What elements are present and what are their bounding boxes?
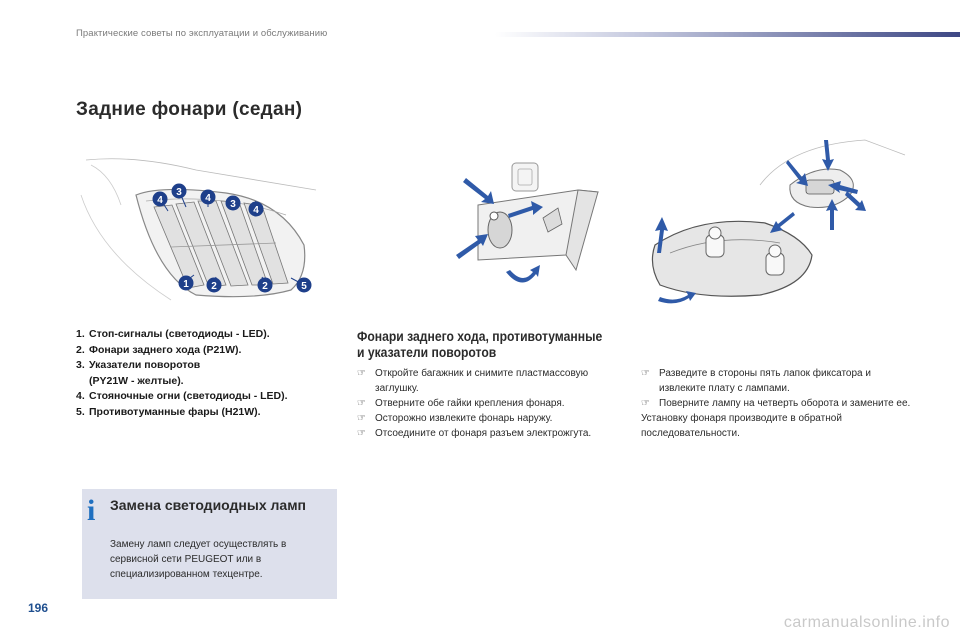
svg-text:4: 4 [253,205,259,216]
pointing-hand-icon: ☞ [357,368,366,379]
running-header: Практические советы по эксплуатации и обслуживанию [76,28,328,39]
svg-text:1: 1 [183,279,189,290]
info-icon: i [87,494,96,527]
callout-4 [249,202,264,217]
legend-item: (PY21W - желтые). [89,374,184,387]
callout-3 [226,196,241,211]
pointing-hand-icon: ☞ [357,428,366,439]
svg-text:2: 2 [211,281,217,292]
legend-list [76,327,351,420]
step-item: ☞ Отверните обе гайки крепления фонаря. [357,398,565,409]
tail-lamp-figure [76,135,338,310]
page-title: Задние фонари (седан) [76,99,303,120]
legend-item: 5. Противотуманные фары (H21W). [76,405,261,418]
pointing-hand-icon: ☞ [357,398,366,409]
callout-1 [179,276,194,291]
step-item: ☞ Разведите в стороны пять лапок фиксатора и извлеките плату с лампами. [641,368,871,394]
legend-item: 2. Фонари заднего хода (P21W). [76,343,242,356]
steps-left [357,366,617,441]
callout-2 [258,278,273,293]
svg-text:3: 3 [230,199,236,210]
step-item: ☞ Откройте багажник и снимите пластмассовую заглушку. [357,368,589,394]
step-item: ☞ Поверните лампу на четверть оборота и замените ее. [641,398,911,409]
svg-text:4: 4 [157,195,163,206]
pointing-hand-icon: ☞ [357,413,366,424]
info-text: Замену ламп следует осуществлять в сервисной сети PEUGEOT или в специализированном техцентре. [110,539,287,580]
trunk-removal-figure [448,160,618,300]
legend-item: 4. Стояночные огни (светодиоды - LED). [76,390,288,402]
step-item: ☞ Отсоедините от фонаря разъем электрожгута. [357,428,592,439]
page-number: 196 [27,601,48,615]
pointing-hand-icon: ☞ [641,398,650,409]
step-item: ☞ Осторожно извлеките фонарь наружу. [357,413,553,424]
svg-text:5: 5 [301,281,307,292]
svg-text:2: 2 [262,281,268,292]
svg-text:4: 4 [205,193,211,204]
info-box [82,489,337,599]
legend-item: 1. Стоп-сигналы (светодиоды - LED). [76,328,270,340]
closing-note: Установку фонаря производите в обратной последовательности. [641,413,842,439]
legend-item: 3. Указатели поворотов [76,359,201,371]
callout-3 [172,184,187,199]
svg-text:3: 3 [176,187,182,198]
callout-4 [153,192,168,207]
watermark: carmanualsonline.info [783,614,950,631]
callout-4 [201,190,216,205]
pointing-hand-icon: ☞ [641,368,650,379]
callout-2 [207,278,222,293]
callout-5 [297,278,312,293]
info-title: Замена светодиодных ламп [110,497,307,513]
steps-right [641,366,911,441]
section-title: Фонари заднего хода, противотуманные и указатели поворотов [357,329,603,360]
header-gradient-bar [495,32,960,37]
lamp-board-figure [640,135,910,310]
